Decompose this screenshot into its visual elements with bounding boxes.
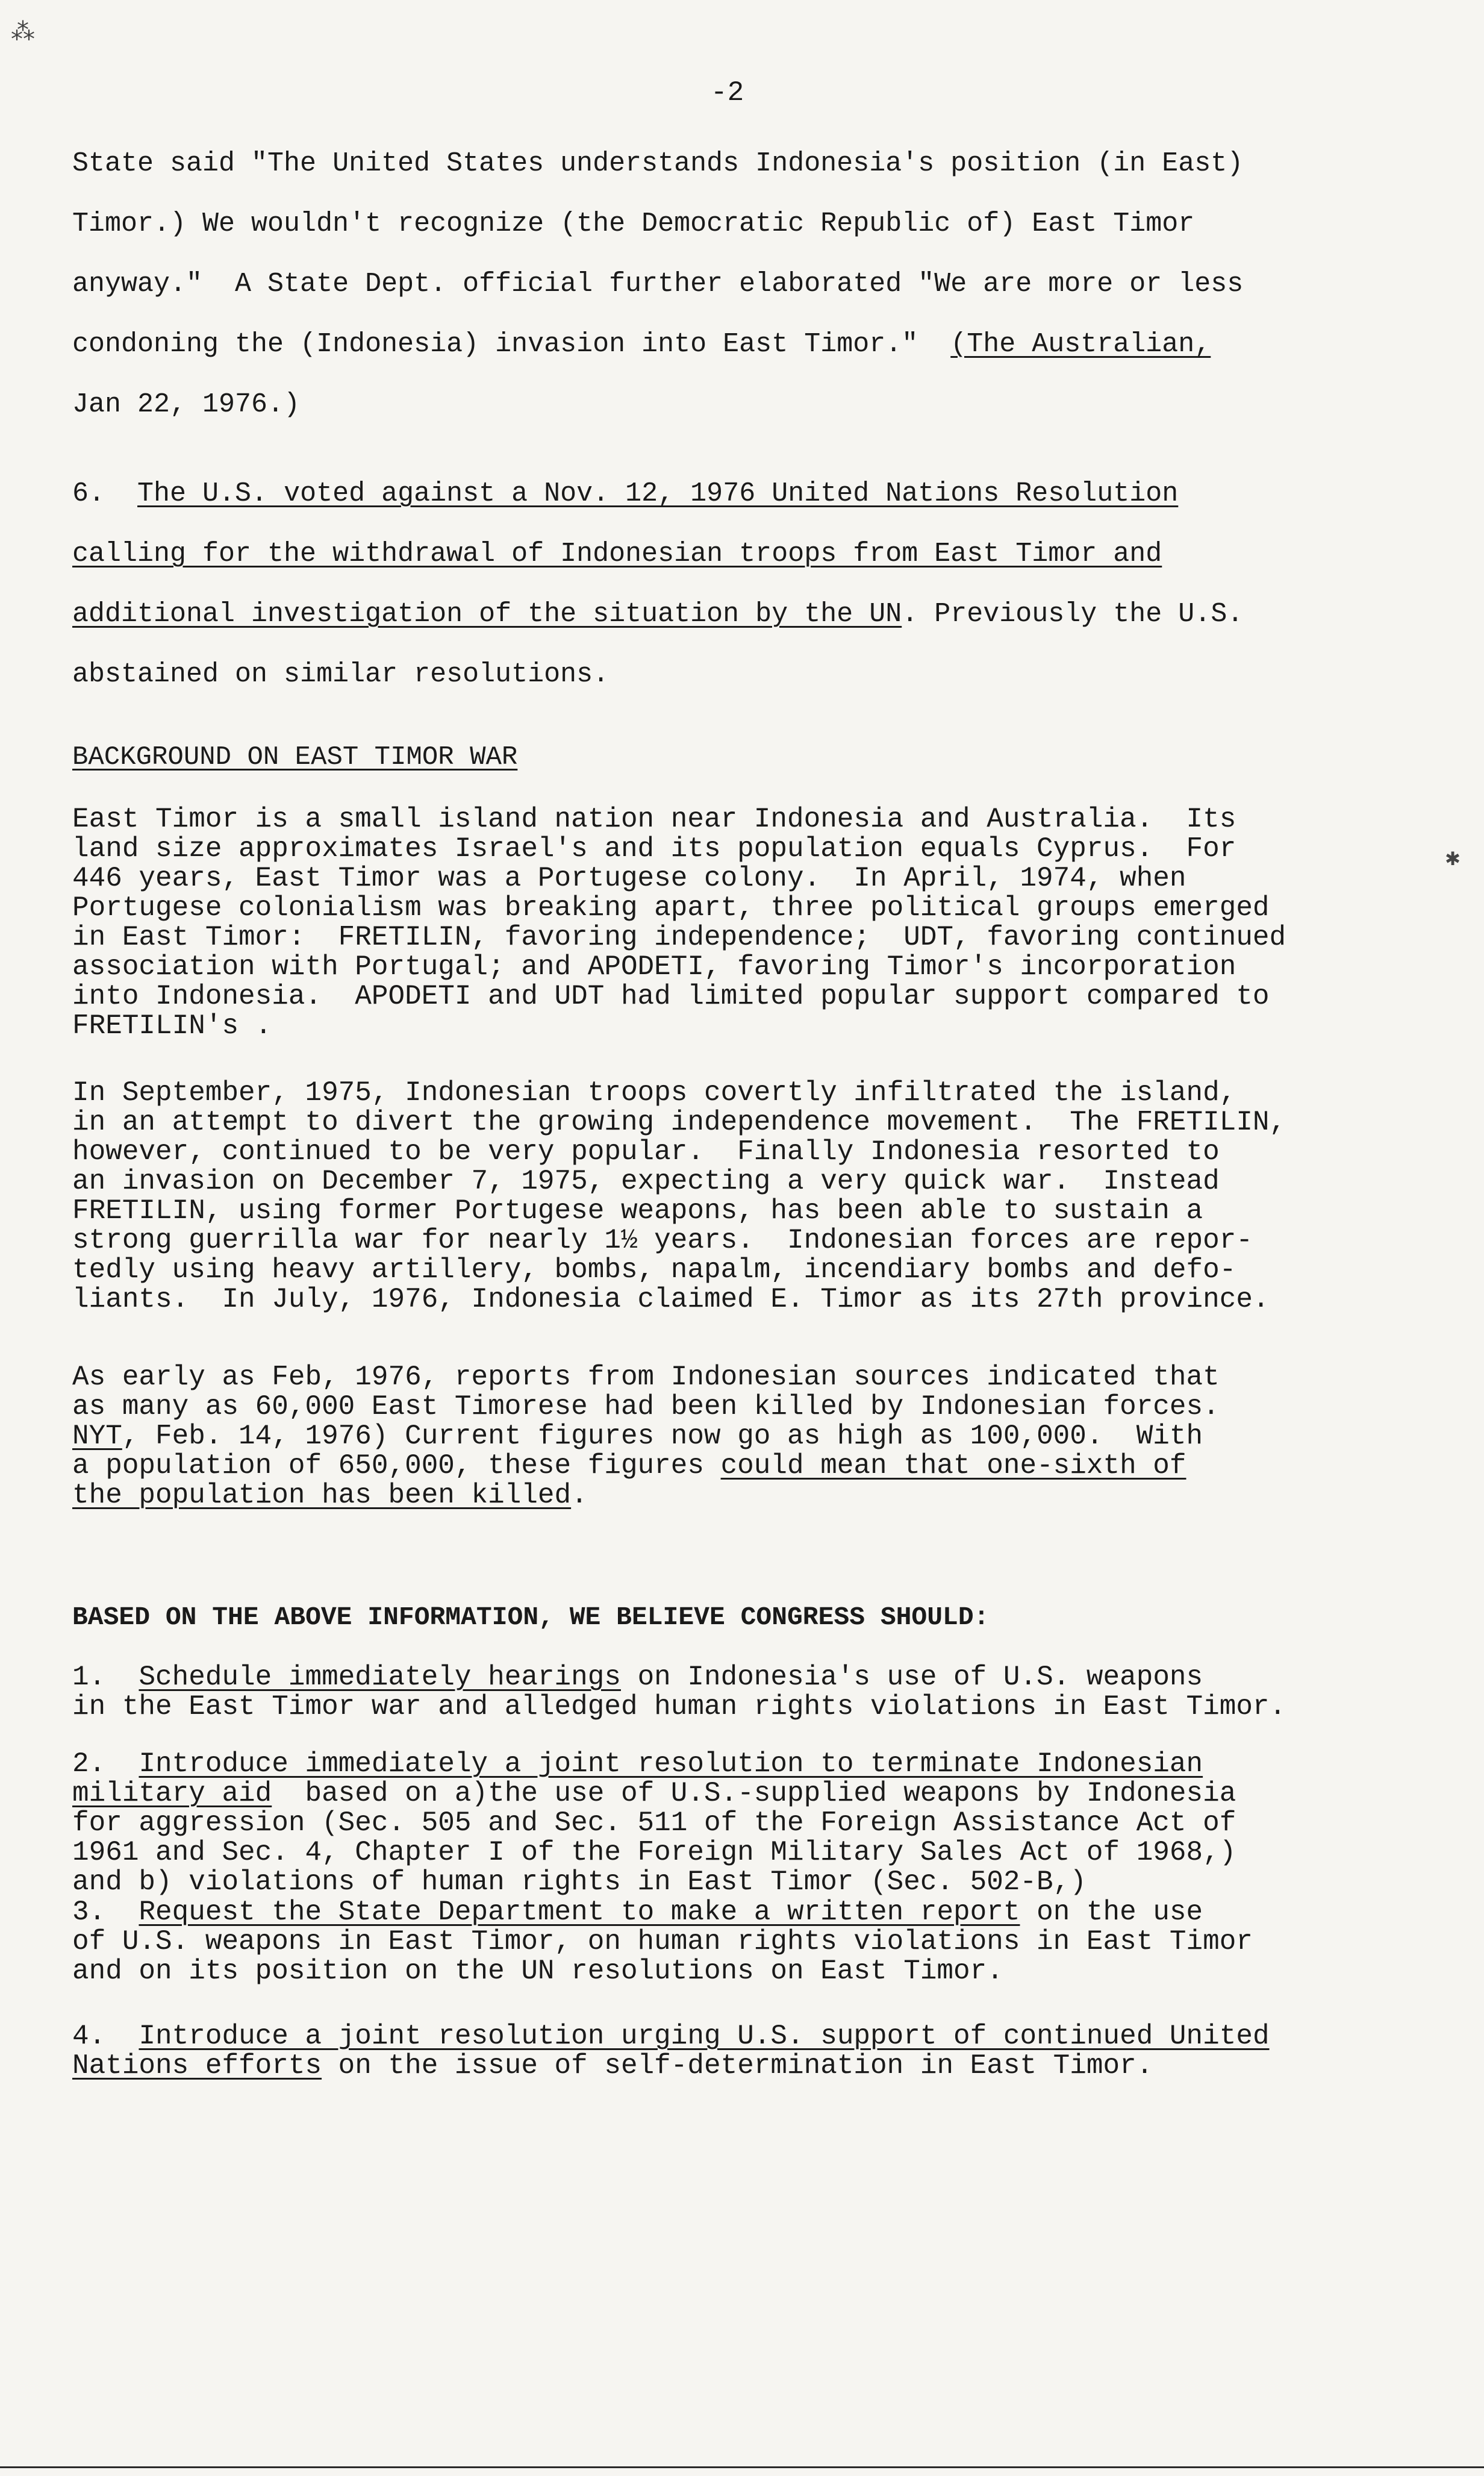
text-line: In September, 1975, Indonesian troops covertly infiltrated the island, xyxy=(72,1077,1236,1108)
text-line: military aid based on a)the use of U.S.-supplied weapons by Indonesia xyxy=(72,1778,1236,1809)
text-line: FRETILIN, using former Portugese weapons, has been able to sustain a xyxy=(72,1195,1203,1227)
text-line: 1. Schedule immediately hearings on Indonesia's use of U.S. weapons xyxy=(72,1662,1203,1693)
text-line: calling for the withdrawal of Indonesian troops from East Timor and xyxy=(72,539,1162,569)
scan-mark: ✱ xyxy=(1445,846,1461,873)
text-line: NYT, Feb. 14, 1976) Current figures now go as high as 100,000. With xyxy=(72,1421,1203,1452)
text-line: 3. Request the State Department to make a written report on the use xyxy=(72,1896,1203,1928)
text-line: 2. Introduce immediately a joint resolution to terminate Indonesian xyxy=(72,1748,1203,1780)
section-heading: BASED ON THE ABOVE INFORMATION, WE BELIEVE CONGRESS SHOULD: xyxy=(72,1602,990,1632)
page-number: -2 xyxy=(711,77,744,108)
text-line: Portugese colonialism was breaking apart, three political groups emerged xyxy=(72,892,1270,924)
text-line: liants. In July, 1976, Indonesia claimed E. Timor as its 27th province. xyxy=(72,1284,1270,1315)
background-paragraph xyxy=(72,805,1421,1041)
text-line: State said "The United States understands Indonesia's position (in East) xyxy=(72,148,1244,179)
recommendation-1 xyxy=(72,1663,1421,1722)
page-bottom-edge xyxy=(0,2466,1484,2468)
text-line: anyway." A State Dept. official further elaborated "We are more or less xyxy=(72,269,1244,299)
item-number: 3. xyxy=(72,1896,106,1928)
text-line: tedly using heavy artillery, bombs, napalm, incendiary bombs and defo- xyxy=(72,1254,1236,1286)
item-6 xyxy=(72,464,1421,705)
text-line: condoning the (Indonesia) invasion into East Timor." (The Australian, xyxy=(72,329,1211,360)
text-line: Timor.) We wouldn't recognize (the Democratic Republic of) East Timor xyxy=(72,208,1195,239)
recommendation-4 xyxy=(72,2022,1421,2081)
text-line: into Indonesia. APODETI and UDT had limited popular support compared to xyxy=(72,981,1270,1012)
nyt-source: NYT xyxy=(72,1421,122,1452)
item-number: 6. xyxy=(72,478,105,509)
text-line: in an attempt to divert the growing independence movement. The FRETILIN, xyxy=(72,1107,1286,1138)
text-line: 1961 and Sec. 4, Chapter I of the Foreign Military Sales Act of 1968,) xyxy=(72,1837,1236,1868)
background-paragraph xyxy=(72,1363,1421,1510)
quote-source: (The Australian, xyxy=(950,329,1211,360)
scan-mark: ⁂ xyxy=(11,20,35,48)
text-line: for aggression (Sec. 505 and Sec. 511 of the Foreign Assistance Act of xyxy=(72,1807,1236,1839)
recommendation-2 xyxy=(72,1749,1421,1897)
text-line: as many as 60,000 East Timorese had been killed by Indonesian forces. xyxy=(72,1391,1220,1422)
text-line: of U.S. weapons in East Timor, on human rights violations in East Timor xyxy=(72,1926,1253,1957)
text-line: in the East Timor war and alledged human rights violations in East Timor. xyxy=(72,1691,1286,1722)
text-line: however, continued to be very popular. Finally Indonesia resorted to xyxy=(72,1136,1220,1168)
text-line: in East Timor: FRETILIN, favoring independence; UDT, favoring continued xyxy=(72,922,1286,953)
text-line: a population of 650,000, these figures could mean that one-sixth of xyxy=(72,1450,1186,1481)
text-line: strong guerrilla war for nearly 1½ years. Indonesian forces are repor- xyxy=(72,1225,1253,1256)
text-line: 4. Introduce a joint resolution urging U.S. support of continued United xyxy=(72,2021,1270,2052)
text-line: and on its position on the UN resolutions on East Timor. xyxy=(72,1955,1003,1987)
quote-paragraph xyxy=(72,134,1421,435)
text-line: an invasion on December 7, 1975, expecting a very quick war. Instead xyxy=(72,1166,1220,1197)
text-line: East Timor is a small island nation near Indonesia and Australia. Its xyxy=(72,804,1236,835)
text-line: land size approximates Israel's and its population equals Cyprus. For xyxy=(72,833,1236,864)
quote-date: Jan 22, 1976.) xyxy=(72,389,301,420)
text-line: 6. The U.S. voted against a Nov. 12, 1976 United Nations Resolution xyxy=(72,478,1179,509)
recommendation-3 xyxy=(72,1898,1421,1986)
background-paragraph xyxy=(72,1078,1421,1315)
text-line: association with Portugal; and APODETI, favoring Timor's incorporation xyxy=(72,951,1236,983)
item-number: 1. xyxy=(72,1662,106,1693)
item-number: 4. xyxy=(72,2021,106,2052)
text-line: 446 years, East Timor was a Portugese colony. In April, 1974, when xyxy=(72,863,1186,894)
section-heading: BACKGROUND ON EAST TIMOR WAR xyxy=(72,742,518,772)
text-line: As early as Feb, 1976, reports from Indonesian sources indicated that xyxy=(72,1361,1220,1393)
text-line: FRETILIN's . xyxy=(72,1010,272,1042)
item-number: 2. xyxy=(72,1748,106,1780)
text-line: Nations efforts on the issue of self-determination in East Timor. xyxy=(72,2050,1153,2081)
text-line: additional investigation of the situation by the UN. Previously the U.S. xyxy=(72,599,1244,630)
text-line: the population has been killed. xyxy=(72,1480,588,1511)
text-line: and b) violations of human rights in East Timor (Sec. 502-B,) xyxy=(72,1866,1086,1898)
text-line: abstained on similar resolutions. xyxy=(72,659,610,690)
